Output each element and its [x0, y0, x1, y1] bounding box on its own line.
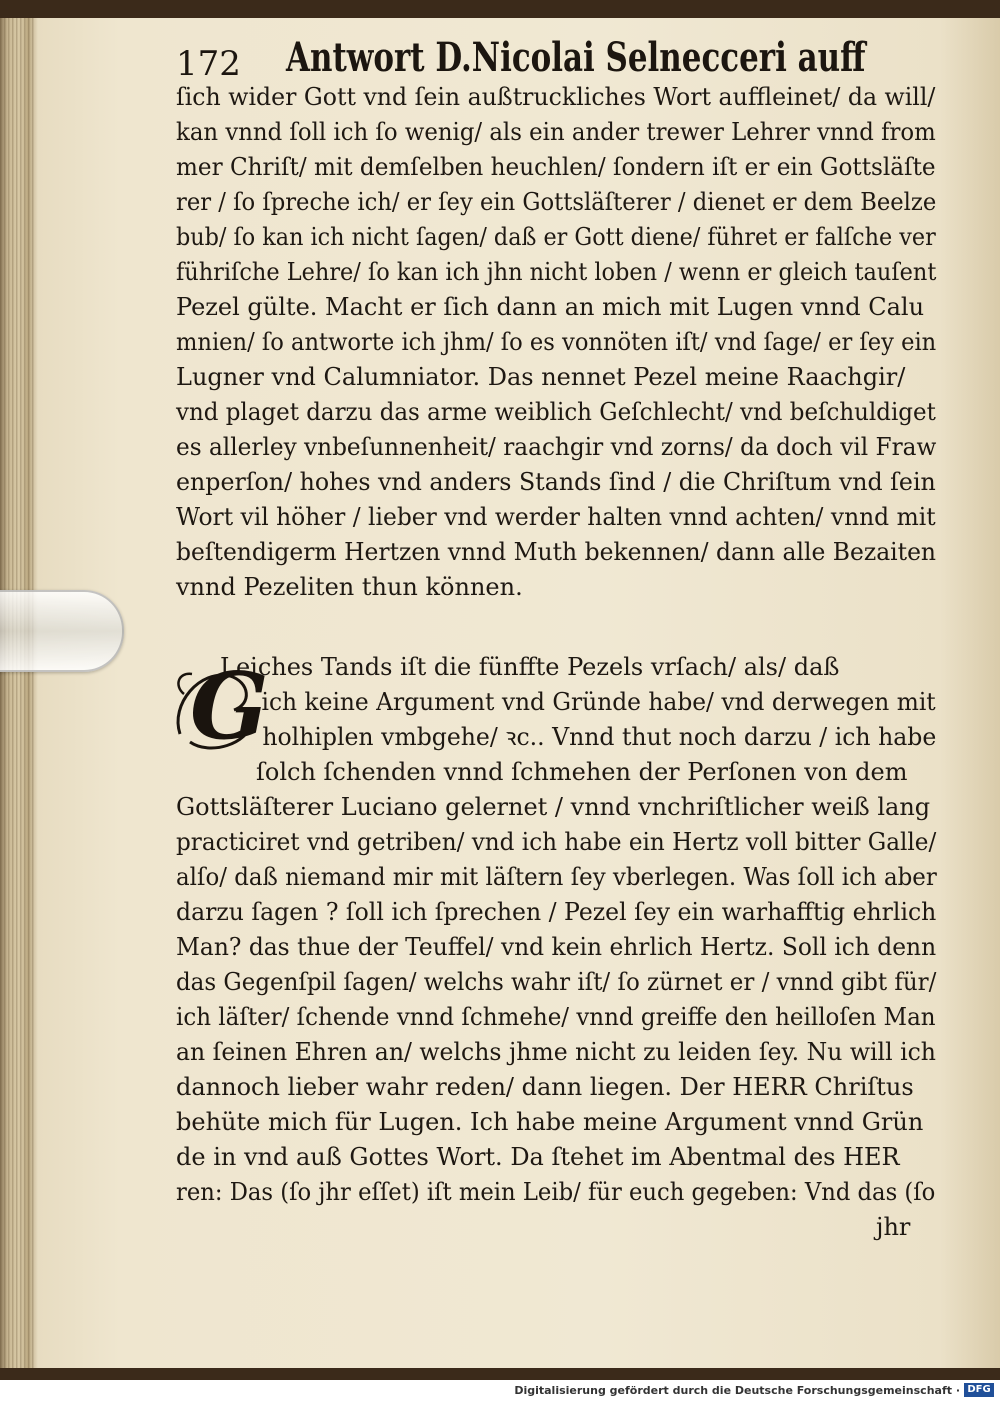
page-number: 172 — [176, 44, 241, 84]
text-line: ich läſter/ ſchende vnnd ſchmehe/ vnnd greiffe den heilloſen Man — [176, 1003, 936, 1031]
paragraph-2 — [176, 650, 936, 1245]
text-line: Lugner vnd Calumniator. Das nennet Pezel meine Raachgir/ — [176, 363, 906, 391]
text-line: an ſeinen Ehren an/ welchs jhme nicht zu leiden ſey. Nu will ich — [176, 1038, 936, 1066]
text-line: practiciret vnd getriben/ vnd ich habe ein Hertz voll bitter Galle/ — [176, 828, 937, 856]
text-line: ich keine Argument vnd Gründe habe/ vnd derwegen mit — [261, 688, 936, 716]
paragraph-1 — [176, 80, 936, 605]
text-line: Man? das thue der Teuffel/ vnd kein ehrlich Hertz. Soll ich denn — [176, 933, 937, 961]
text-line: es allerley vnbeſunnenheit/ raachgir vnd zorns/ da doch vil Fraw — [176, 433, 937, 461]
text-line: beſtendigerm Hertzen vnnd Muth bekennen/ dann alle Bezaiten — [176, 538, 937, 566]
text-line: enperſon/ hohes vnd anders Stands ſind / die Chriſtum vnd ſein — [176, 468, 936, 496]
text-line: Pezel gülte. Macht er ſich dann an mich mit Lugen vnnd Calu — [176, 293, 925, 321]
text-line: vnnd Pezeliten thun können. — [176, 573, 523, 601]
text-line: ſolch ſchenden vnnd ſchmehen der Perſonen von dem — [256, 758, 908, 786]
text-line: bub/ ſo kan ich nicht ſagen/ daß er Gott diene/ führet er falſche ver — [176, 223, 936, 251]
initial-letter: G — [190, 652, 269, 760]
text-line: mer Chriſt/ mit demſelben heuchlen/ ſondern iſt er ein Gottsläſte — [176, 153, 936, 181]
text-line: behüte mich für Lugen. Ich habe meine Argument vnnd Grün — [176, 1108, 924, 1136]
text-line: rer / ſo ſpreche ich/ er ſey ein Gottsläſterer / dienet er dem Beelze — [176, 188, 937, 216]
running-title: Antwort D.Nicolai Selnecceri auff — [286, 34, 866, 81]
text-line: ren: Das (ſo jhr eſſet) iſt mein Leib/ für euch gegeben: Vnd das (ſo — [176, 1178, 936, 1206]
text-line: holhiplen vmbgehe/ ꝛc.. Vnnd thut noch darzu / ich habe — [262, 723, 937, 751]
digitization-footer — [0, 1380, 1000, 1402]
text-line: de in vnd auß Gottes Wort. Da ſtehet im Abentmal des HER — [176, 1143, 900, 1171]
paragraph-2-lines — [176, 650, 936, 1245]
text-line: Leiches Tands iſt die fünffte Pezels vrſach/ als/ daß — [220, 653, 840, 681]
text-line: darzu ſagen ? ſoll ich ſprechen / Pezel ſey ein warhafftig ehrlich — [176, 898, 937, 926]
text-line: mnien/ ſo antworte ich jhm/ ſo es vonnöten iſt/ vnd ſage/ er ſey ein — [176, 328, 937, 356]
page-clip-holder — [0, 590, 124, 672]
page-edges-stack — [0, 18, 36, 1368]
text-line: vnd plaget darzu das arme weiblich Geſchlecht/ vnd beſchuldiget — [176, 398, 936, 426]
text-line: das Gegenſpil ſagen/ welchs wahr iſt/ ſo zürnet er / vnnd gibt für/ — [176, 968, 937, 996]
text-line: Wort vil höher / lieber vnd werder halten vnnd achten/ vnnd mit — [176, 503, 936, 531]
text-line: kan vnnd ſoll ich ſo wenig/ als ein ander trewer Lehrer vnnd from — [176, 118, 936, 146]
dfg-logo: DFG — [964, 1383, 994, 1397]
funding-credit: Digitalisierung gefördert durch die Deutsche Forschungsgemeinschaft · — [514, 1384, 960, 1397]
text-line: jhr — [876, 1213, 911, 1241]
text-line: alſo/ daß niemand mir mit läſtern ſey vberlegen. Was ſoll ich aber — [176, 863, 937, 891]
text-line: dannoch lieber wahr reden/ dann liegen. Der HERR Chriſtus — [176, 1073, 914, 1101]
text-line: Gottsläſterer Luciano gelernet / vnnd vnchriſtlicher weiß lang — [176, 793, 931, 821]
text-line: führiſche Lehre/ ſo kan ich jhn nicht loben / wenn er gleich tauſent — [176, 258, 937, 286]
text-line: ſich wider Gott vnd ſein außtruckliches Wort auffleinet/ da will/ — [176, 83, 936, 111]
